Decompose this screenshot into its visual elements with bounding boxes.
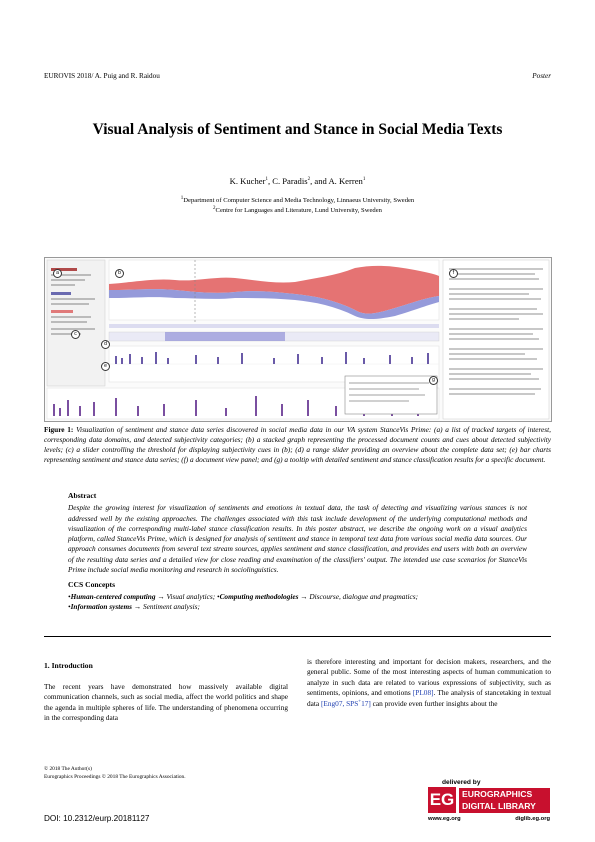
eurographics-logo[interactable] <box>428 779 550 825</box>
panel-label-g: g <box>429 368 438 386</box>
panel-label-b: b <box>115 261 124 279</box>
author-3-affil: 1 <box>362 177 366 183</box>
figure-caption-text: Visualization of sentiment and stance data series discovered in social media data in our VA system StanceVis Prime: (a) a list of tracked targets of interest, corresponding data domains, and detected subjectivity categories; (b) a stacked graph representing the processed document counts and cues about detected subjectivity levels; (c) a slider controlling the threshold for displaying subjectivity cues in (b); (d) a range slider providing an overview about the complete data set; (e) bar charts representing sentiment and stance data series; (f) a document view panel; and (g) a tooltip with detailed sentiment and stance classification results for a specific document. <box>44 425 551 465</box>
ccs-item-2: •Computing methodologies → Discourse, dialogue and pragmatics; <box>217 591 419 601</box>
logo-name: EUROGRAPHICS DIGITAL LIBRARY <box>459 788 550 813</box>
ccs-item-3: •Information systems → Sentiment analysis; <box>68 601 200 611</box>
citation-link[interactable]: [Eng07, SPS+17] <box>320 698 371 708</box>
body-column-left: The recent years have demonstrated how massively available digital communication channels, such as social media, affect the world politics and shape the agenda in multiple spheres of life. The understanding of phenomena occurring in the corresponding data <box>44 682 288 723</box>
running-header-left: EUROVIS 2018/ A. Puig and R. Raidou <box>44 72 160 80</box>
logo-delivered-by: delivered by <box>442 779 481 786</box>
logo-url-1: www.eg.org <box>428 816 461 822</box>
affiliation-2 <box>0 206 595 216</box>
abstract-heading: Abstract <box>68 491 97 500</box>
author-separator: , <box>267 176 273 186</box>
abstract-divider <box>44 636 551 637</box>
eg-mark-icon: EG <box>428 787 456 813</box>
affiliation-2-marker: 2 <box>213 205 216 211</box>
body-text: is therefore interesting and important for decision makers, researchers, and the general public. Some of the most interesting aspects of human communication to analyze in such data are related to various expressions of subjectivity, such as sentiments, opinions, and emotions <box>307 657 551 698</box>
author-separator: , and <box>310 176 329 186</box>
ccs-heading: CCS Concepts <box>68 580 116 590</box>
affiliations <box>0 196 595 216</box>
copyright-line-2: Eurographics Proceedings © 2018 The Eurographics Association. <box>44 774 186 780</box>
citation-link[interactable]: [PL08] <box>412 688 434 698</box>
panel-label-d: d <box>101 332 110 350</box>
panel-label-c: c <box>71 322 80 340</box>
body-column-right <box>307 657 551 709</box>
copyright-line-1: © 2018 The Author(s) <box>44 766 92 772</box>
ccs-item-1: •Human-centered computing → Visual analytics; <box>68 591 216 601</box>
paper-title: Visual Analysis of Sentiment and Stance in Social Media Texts <box>92 121 503 138</box>
threshold-slider <box>109 324 439 328</box>
ccs-concepts <box>68 592 527 613</box>
teaser-figure <box>44 257 552 422</box>
panel-label-f: f <box>449 261 458 279</box>
panel-label-a: a <box>53 261 62 279</box>
range-slider-selection <box>165 332 285 341</box>
abstract-body: Despite the growing interest for visualization of sentiments and emotions in textual data, the task of detecting and visualizing various stances is not addressed well by the existing approaches. The challenges associated with this task include development of the underlying computational methods and visualization of the corresponding multi-label stance classification results. In this poster abstract, we describe the ongoing work on a visual analytics platform, called StanceVis Prime, which is designed for analysis of sentiment and stance in temporal text data from various social media data sources. Our approach consumes documents from several text stream sources, applies sentiment and stance classification, and provides end users with both an overview of the resulting data series and a detailed view for close reading and examination of the classifiers' output. The intended use case scenarios for StanceVis Prime include social media monitoring and research in sociolinguistics. <box>68 503 527 575</box>
teaser-figure-graphic <box>45 258 551 421</box>
author-1: K. Kucher <box>229 176 266 186</box>
body-text: . The analysis of stancetaking in textual data <box>307 688 551 708</box>
section-title: 1. Introduction <box>44 661 93 670</box>
doi-label[interactable]: DOI: 10.2312/eurp.20181127 <box>44 814 150 823</box>
logo-url-2: diglib.eg.org <box>515 816 550 822</box>
author-list <box>0 176 595 186</box>
affiliation-1-marker: 1 <box>180 195 184 201</box>
affiliation-1 <box>0 196 595 206</box>
running-header-right: Poster <box>532 72 551 80</box>
abstract-block <box>68 491 527 612</box>
author-2-affil: 2 <box>307 177 311 183</box>
author-2: C. Paradis <box>272 176 308 186</box>
body-text: can provide even further insights about the <box>370 698 498 708</box>
affiliation-2-text: Centre for Languages and Literature, Lund University, Sweden <box>215 207 382 214</box>
figure-caption <box>44 425 551 465</box>
author-1-affil: 1 <box>265 177 268 183</box>
author-3: A. Kerren <box>328 176 363 186</box>
figure-caption-label: Figure 1: <box>44 425 74 434</box>
copyright-notice <box>44 765 186 781</box>
affiliation-1-text: Department of Computer Science and Media Technology, Linnaeus University, Sweden <box>183 197 415 204</box>
panel-label-e: e <box>101 354 110 372</box>
